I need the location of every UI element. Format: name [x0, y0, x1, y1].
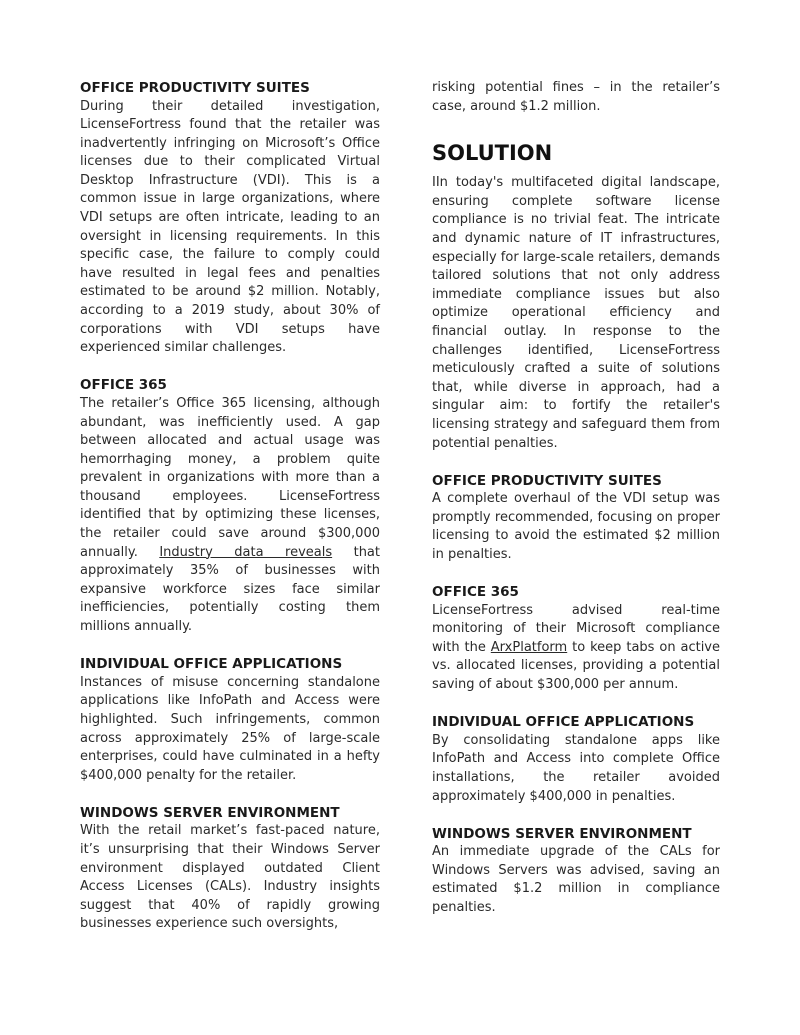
solution-title: SOLUTION [432, 141, 553, 166]
text-segment: LicenseFortress advised real-time monitoring of their Microsoft compliance with the [432, 602, 720, 655]
right-column [432, 79, 720, 918]
spacer [432, 695, 720, 714]
solution-text: IIn today's multifaceted digital landscape, ensuring complete software license compliance is no trivial feat. The intricate and dynamic nature of IT infrastructures, especially for large-scale retailers, demands tailored solutions that not only address immediate compliance issues but also optimize operational efficiency and financial outlay. In response to the challenges identified, LicenseFortress meticulously crafted a suite of solutions that, while diverse in approach, had a singular aim: to fortify the retailer's licensing strategy and safeguard them from potential penalties. [432, 175, 720, 451]
section-text-windows-server-environment: With the retail market’s fast-paced nature, it’s unsurprising that their Windows Server environment displayed outdated Client Access Licenses (CALs). Industry insights suggest that 40% of rapidly growing businesses experience such oversights, [80, 823, 380, 932]
section-text-office-productivity-suites: During their detailed investigation, LicenseFortress found that the retailer was inadvertently infringing on Microsoft’s Office licenses due to their complicated Virtual Desktop Infrastructure (VDI). This is a common issue in large organizations, where VDI setups are often intricate, leading to an oversight in licensing requirements. In this specific case, the failure to comply could have resulted in legal fees and penalties estimated to be around $2 million. Notably, according to a 2019 study, about 30% of corporations with VDI setups have experienced similar challenges. [80, 98, 380, 356]
solution-text-individual-office-applications: By consolidating standalone apps like InfoPath and Access into complete Office installations, the retailer avoided approximately $400,000 in penalties. [432, 732, 720, 804]
section-heading-windows-server-environment: WINDOWS SERVER ENVIRONMENT [80, 804, 340, 821]
arxplatform-link[interactable]: ArxPlatform [490, 639, 568, 655]
solution-text-office-365 [432, 602, 720, 695]
solution-heading-individual-office-applications: INDIVIDUAL OFFICE APPLICATIONS [432, 714, 695, 731]
solution-heading-windows-server-environment: WINDOWS SERVER ENVIRONMENT [432, 825, 692, 842]
spacer [432, 806, 720, 825]
spacer [80, 358, 380, 377]
spacer [432, 453, 720, 472]
solution-text-windows-server-environment: An immediate upgrade of the CALs for Windows Servers was advised, saving an estimated $1.2 million in compliance penalties. [432, 844, 720, 915]
section-heading-office-productivity-suites: OFFICE PRODUCTIVITY SUITES [80, 80, 310, 96]
text-segment: to keep tabs on active vs. allocated licenses, providing a potential saving of about $300,000 per annum. [432, 639, 720, 693]
solution-text-office-productivity-suites: A complete overhaul of the VDI setup was promptly recommended, focusing on proper licensing to avoid the estimated $2 million in penalties. [432, 491, 720, 562]
text-segment: The retailer’s Office 365 licensing, although abundant, was inefficiently used. A gap between allocated and actual usage was hemorrhaging money, a problem quite prevalent in organizations with more than a thousand employees. LicenseFortress identified that by optimizing these licenses, the retailer could save around $300,000 annually. [80, 395, 380, 560]
section-text-office-365 [80, 395, 380, 637]
text-segment: that approximately 35% of businesses with expansive workforce sizes face similar inefficiencies, potentially costing them millions annually. [80, 544, 380, 635]
left-column [80, 79, 380, 934]
solution-heading-office-productivity-suites: OFFICE PRODUCTIVITY SUITES [432, 472, 662, 489]
industry-data-link[interactable]: Industry data reveals [159, 544, 333, 560]
spacer [80, 785, 380, 804]
continuation-text: risking potential fines – in the retailer’s case, around $1.2 million. [432, 80, 720, 114]
solution-heading-office-365: OFFICE 365 [432, 584, 519, 601]
section-text-individual-office-applications: Instances of misuse concerning standalone applications like InfoPath and Access were highlighted. Such infringements, common across approximately 25% of large-scale enterprises, could have culminated in a hefty $400,000 penalty for the retailer. [80, 674, 380, 783]
section-heading-individual-office-applications: INDIVIDUAL OFFICE APPLICATIONS [80, 656, 343, 673]
spacer [80, 637, 380, 656]
section-heading-office-365: OFFICE 365 [80, 377, 167, 394]
spacer [432, 565, 720, 584]
